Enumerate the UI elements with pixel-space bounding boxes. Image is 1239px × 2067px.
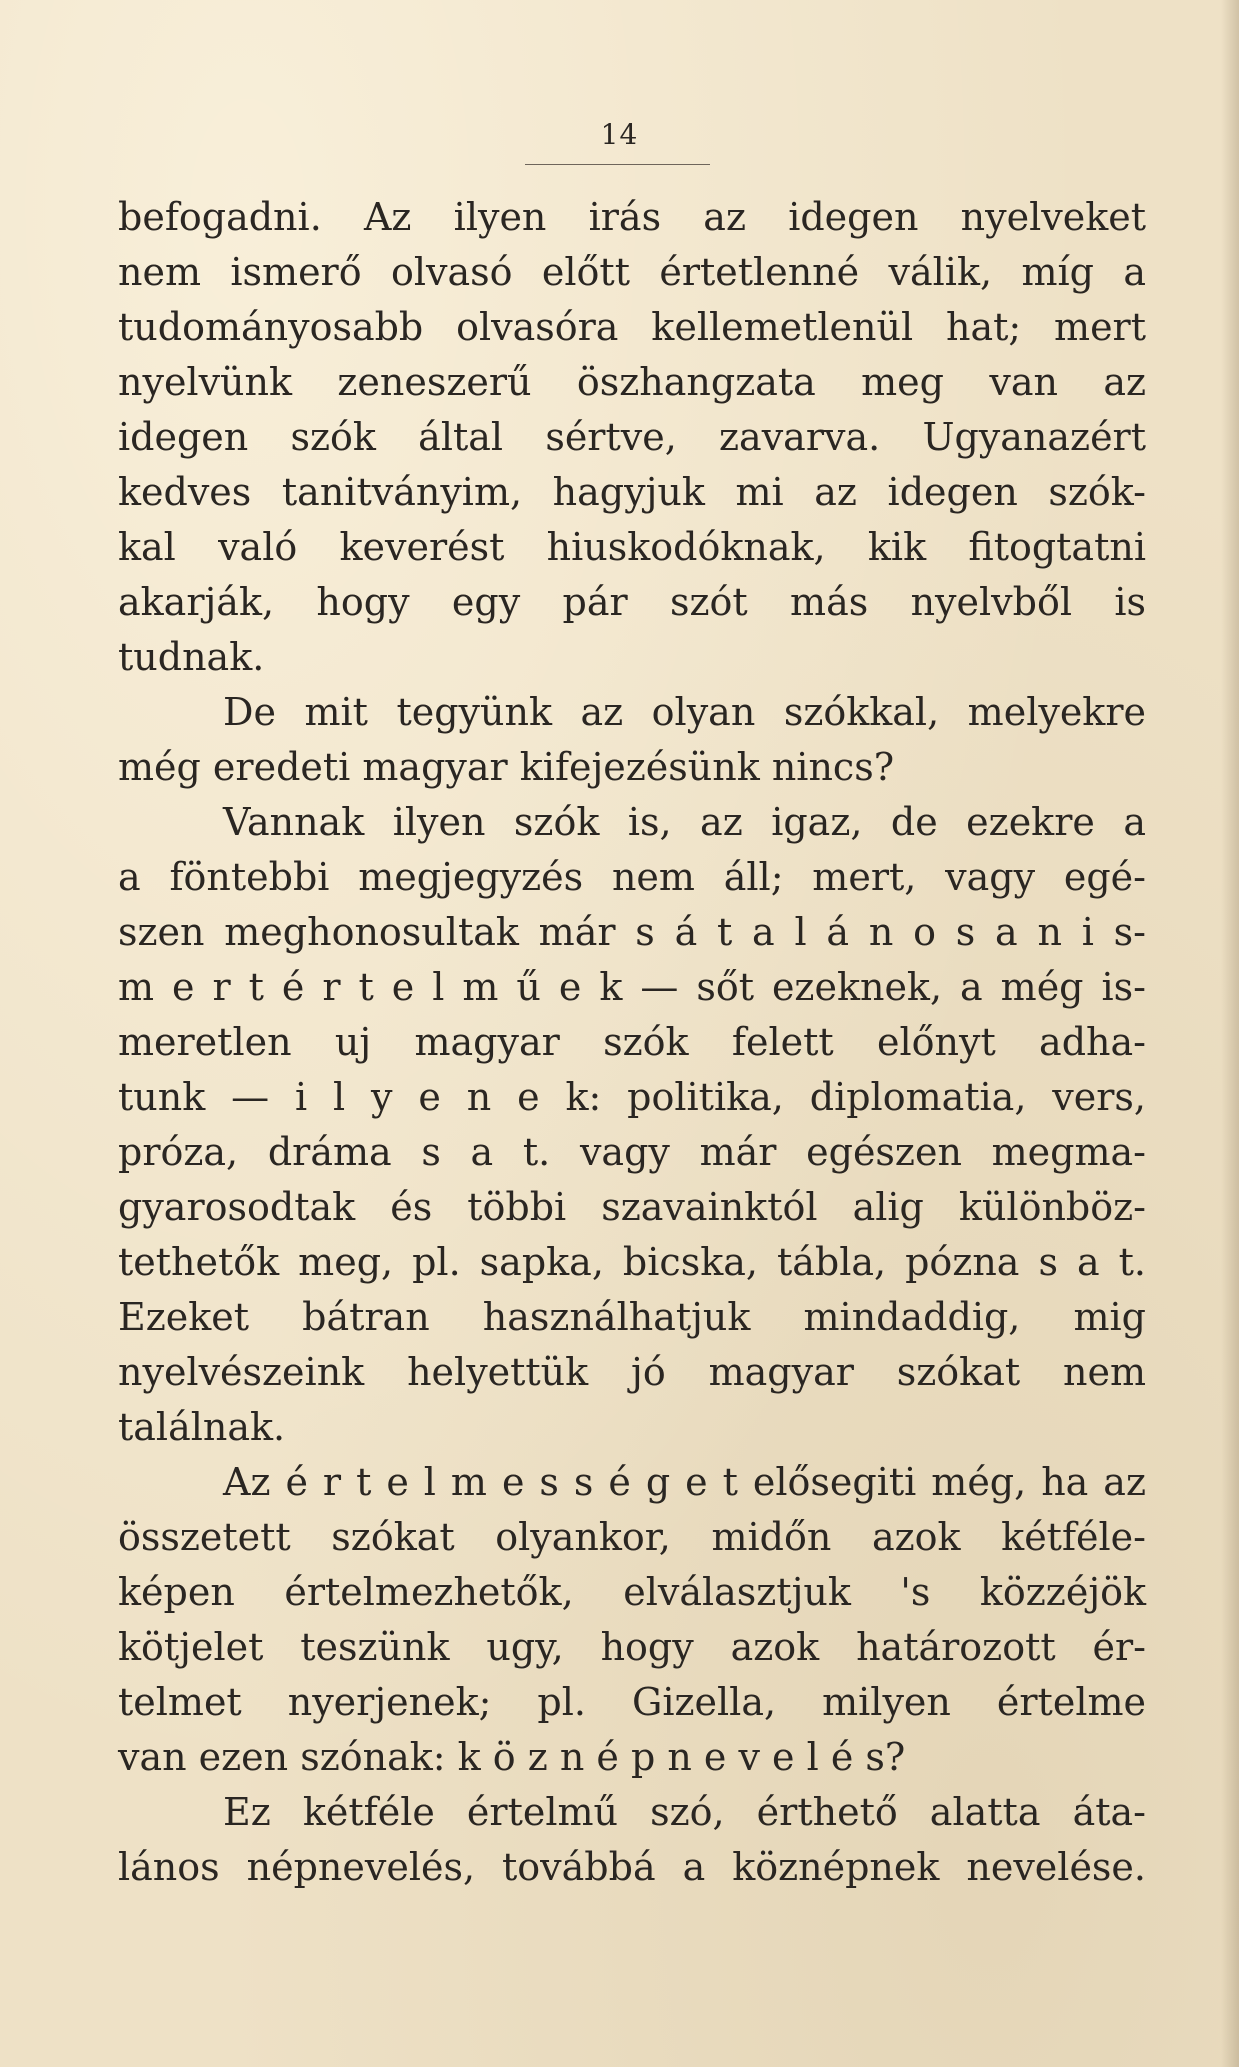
text-line: Ezeket bátran használhatjuk mindaddig, mig [118, 1295, 1146, 1339]
text-line: Vannak ilyen szók is, az igaz, de ezekre a [223, 800, 1146, 844]
text-line: De mit tegyünk az olyan szókkal, melyekre [223, 690, 1146, 734]
text-line: kal való keverést hiuskodóknak, kik fitogtatni [118, 525, 1146, 569]
text-line: tunk — i l y e n e k: politika, diplomatia, vers, [118, 1075, 1146, 1119]
text-line: befogadni. Az ilyen irás az idegen nyelveket [118, 195, 1146, 239]
text-line: szen meghonosultak már s á t a l á n o s a n i s- [118, 910, 1146, 954]
text-line: nyelvünk zeneszerű öszhangzata meg van az [118, 360, 1146, 404]
text-line: lános népnevelés, továbbá a köznépnek nevelése. [118, 1845, 1146, 1889]
text-line: van ezen szónak: k ö z n é p n e v e l é s? [118, 1735, 906, 1779]
text-line: összetett szókat olyankor, midőn azok kétféle- [118, 1515, 1146, 1559]
text-line: telmet nyerjenek; pl. Gizella, milyen értelme [118, 1680, 1146, 1724]
text-line: tethetők meg, pl. sapka, bicska, tábla, pózna s a t. [118, 1240, 1146, 1284]
text-line: idegen szók által sértve, zavarva. Ugyanazért [118, 415, 1146, 459]
text-line: próza, dráma s a t. vagy már egészen megma- [118, 1130, 1146, 1174]
page-edge-shadow [1221, 0, 1239, 2067]
text-line: képen értelmezhetők, elválasztjuk 's közzéjök [118, 1570, 1146, 1614]
text-line: Ez kétféle értelmű szó, érthető alatta áta- [223, 1790, 1146, 1834]
text-line: nyelvészeink helyettük jó magyar szókat nem [118, 1350, 1146, 1394]
text-line: találnak. [118, 1405, 286, 1449]
text-line: m e r t é r t e l m ű e k — sőt ezeknek, a még is- [118, 965, 1146, 1009]
text-line: még eredeti magyar kifejezésünk nincs? [118, 745, 895, 789]
header-rule [525, 164, 710, 165]
text-line: tudományosabb olvasóra kellemetlenül hat; mert [118, 305, 1146, 349]
text-line: Az é r t e l m e s s é g e t elősegiti még, ha az [223, 1460, 1146, 1504]
text-line: akarják, hogy egy pár szót más nyelvből is [118, 580, 1146, 624]
text-line: tudnak. [118, 635, 265, 679]
text-line: kedves tanitványim, hagyjuk mi az idegen szók- [118, 470, 1146, 514]
text-line: meretlen uj magyar szók felett előnyt adha- [118, 1020, 1146, 1064]
text-line: nem ismerő olvasó előtt értetlenné válik, míg a [118, 250, 1146, 294]
body-text [118, 190, 1146, 1895]
text-line: a föntebbi megjegyzés nem áll; mert, vagy egé- [118, 855, 1146, 899]
text-line: kötjelet teszünk ugy, hogy azok határozott ér- [118, 1625, 1146, 1669]
page-number: 14 [600, 118, 639, 151]
text-line: gyarosodtak és többi szavainktól alig különböz- [118, 1185, 1146, 1229]
